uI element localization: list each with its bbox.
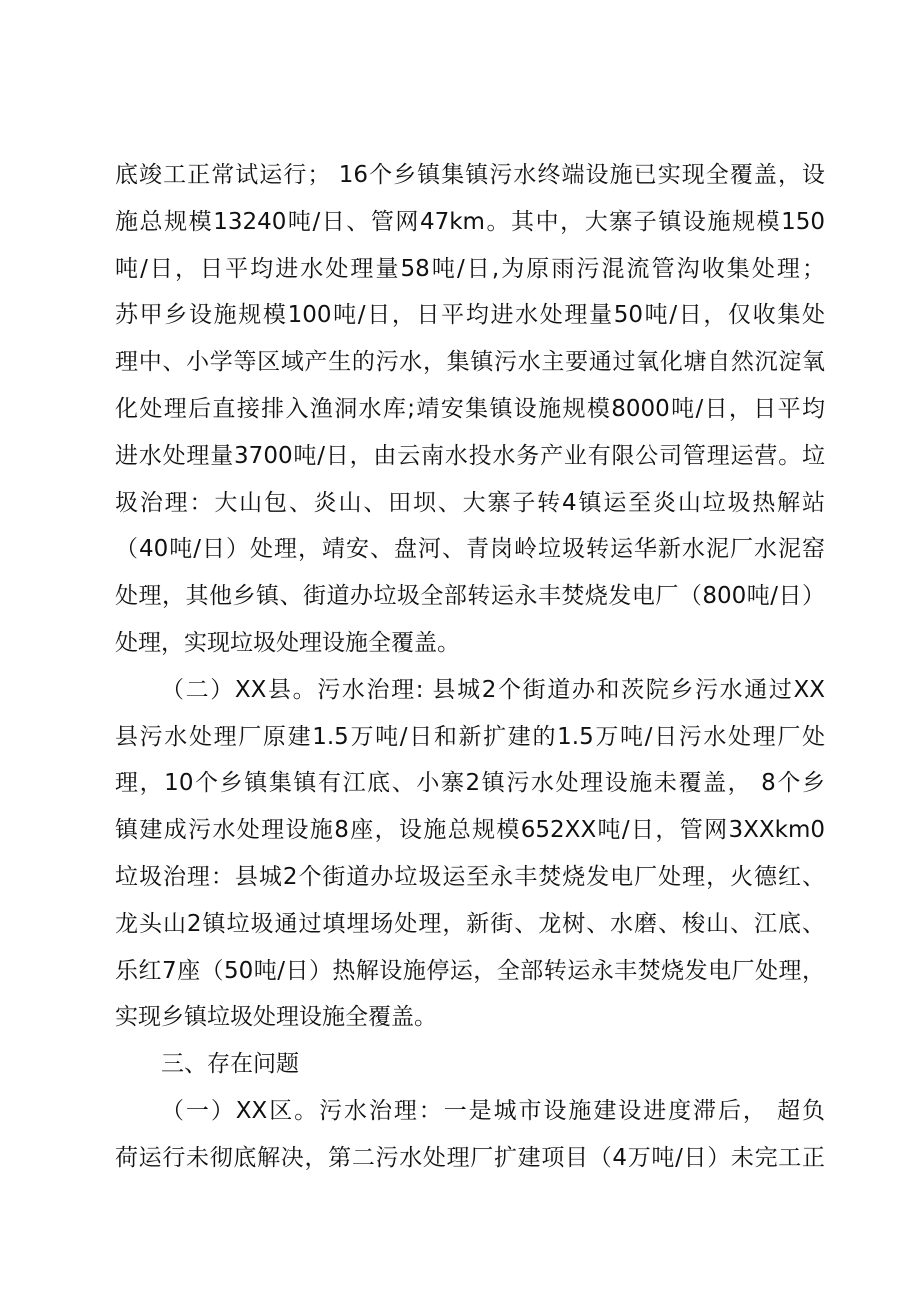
text-line: 底竣工正常试运行； 16个乡镇集镇污水终端设施已实现全覆盖，设 [115, 162, 825, 188]
document-body [115, 152, 825, 1182]
text-line: 实现乡镇垃圾处理设施全覆盖。 [115, 1004, 437, 1031]
text-line: 施总规模13240吨/日、管网47km。其中，大寨子镇设施规模150 [115, 208, 825, 235]
text-line: 三、存在问题 [161, 1051, 299, 1078]
text-line: （一）XX区。污水治理：一是城市设施建设进度滞后， 超负 [161, 1097, 825, 1124]
text-line: 苏甲乡设施规模100吨/日，日平均进水处理量50吨/日，仅收集处 [115, 302, 825, 329]
paragraph [115, 152, 825, 667]
text-line: （二）XX县。污水治理: 县城2个街道办和茨院乡污水通过XX [161, 676, 825, 703]
text-line: 处理，其他乡镇、街道办垃圾全部转运永丰焚烧发电厂（800吨/日） [115, 583, 825, 610]
text-line: 化处理后直接排入渔洞水库;靖安集镇设施规模8000吨/日，日平均 [115, 395, 825, 422]
text-line: 吨/日，日平均进水处理量58吨/日,为原雨污混流管沟收集处理； [115, 255, 825, 282]
paragraph [115, 1088, 825, 1182]
paragraph [115, 667, 825, 1041]
text-line: 进水处理量3700吨/日，由云南水投水务产业有限公司管理运营。垃 [115, 442, 825, 469]
text-line: 荷运行未彻底解决，第二污水处理厂扩建项目（4万吨/日）未完工正 [115, 1144, 825, 1171]
text-line: 理，10个乡镇集镇有江底、小寨2镇污水处理设施未覆盖， 8个乡 [115, 770, 825, 797]
text-line: 垃圾治理：县城2个街道办垃圾运至永丰焚烧发电厂处理，火德红、 [115, 863, 825, 890]
text-line: 龙头山2镇垃圾通过填埋场处理，新街、龙树、水磨、梭山、江底、 [115, 910, 825, 937]
text-line: （40吨/日）处理，靖安、盘河、青岗岭垃圾转运华新水泥厂水泥窑 [115, 536, 825, 563]
text-line: 处理，实现垃圾处理设施全覆盖。 [115, 629, 460, 656]
text-line: 圾治理：大山包、炎山、田坝、大寨子转4镇运至炎山垃圾热解站 [115, 489, 825, 516]
text-line: 县污水处理厂原建1.5万吨/日和新扩建的1.5万吨/日污水处理厂处 [115, 723, 825, 750]
text-line: 理中、小学等区域产生的污水，集镇污水主要通过氧化塘自然沉淀氧 [115, 349, 825, 376]
paragraph [115, 1041, 825, 1088]
text-line: 乐红7座（50吨/日）热解设施停运，全部转运永丰焚烧发电厂处理， [115, 957, 825, 984]
text-line: 镇建成污水处理设施8座，设施总规模652XX吨/日，管网3XXkm0 [115, 817, 825, 844]
